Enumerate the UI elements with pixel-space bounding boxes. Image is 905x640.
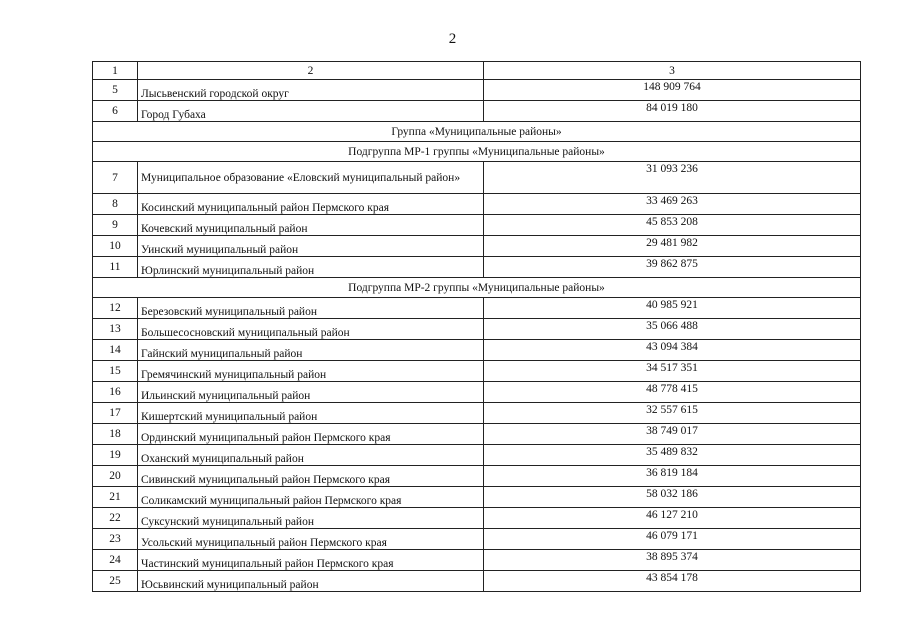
table-row: [93, 487, 861, 508]
row-number: 6: [93, 101, 138, 122]
row-value: 58 032 186: [484, 487, 861, 508]
row-name: Юсьвинский муниципальный район: [138, 571, 484, 592]
row-name: Город Губаха: [138, 101, 484, 122]
table-row: [93, 215, 861, 236]
row-name: Лысьвенский городской округ: [138, 80, 484, 101]
row-value: 32 557 615: [484, 403, 861, 424]
row-name: Сивинский муниципальный район Пермского края: [138, 466, 484, 487]
table-row: [93, 340, 861, 361]
row-value: 36 819 184: [484, 466, 861, 487]
table-row: [93, 80, 861, 101]
row-number: 19: [93, 445, 138, 466]
table-row: [93, 466, 861, 487]
table-row: [93, 382, 861, 403]
row-number: 16: [93, 382, 138, 403]
row-value: 31 093 236: [484, 162, 861, 194]
table-row: [93, 101, 861, 122]
group-title-row: [93, 122, 861, 142]
row-name: Оханский муниципальный район: [138, 445, 484, 466]
row-name: Косинский муниципальный район Пермского края: [138, 194, 484, 215]
row-value: 84 019 180: [484, 101, 861, 122]
row-name: Гремячинский муниципальный район: [138, 361, 484, 382]
row-name: Большесосновский муниципальный район: [138, 319, 484, 340]
page-number: 2: [448, 31, 457, 47]
row-number: 25: [93, 571, 138, 592]
row-number: 11: [93, 257, 138, 278]
row-name: Уинский муниципальный район: [138, 236, 484, 257]
column-header-2: 2: [138, 62, 484, 80]
row-number: 21: [93, 487, 138, 508]
row-value: 39 862 875: [484, 257, 861, 278]
group-title: Подгруппа МР-1 группы «Муниципальные районы»: [93, 142, 861, 162]
row-value: 43 094 384: [484, 340, 861, 361]
row-number: 22: [93, 508, 138, 529]
row-name: Муниципальное образование «Еловский муниципальный район»: [138, 162, 484, 194]
row-name: Суксунский муниципальный район: [138, 508, 484, 529]
row-value: 35 489 832: [484, 445, 861, 466]
group-title-row: [93, 278, 861, 298]
row-number: 7: [93, 162, 138, 194]
table-row: [93, 424, 861, 445]
row-number: 15: [93, 361, 138, 382]
table-row: [93, 298, 861, 319]
row-number: 10: [93, 236, 138, 257]
row-number: 24: [93, 550, 138, 571]
row-name: Ильинский муниципальный район: [138, 382, 484, 403]
table-row: [93, 508, 861, 529]
table-row: [93, 403, 861, 424]
row-value: 38 749 017: [484, 424, 861, 445]
row-number: 20: [93, 466, 138, 487]
table-header-row: [93, 62, 861, 80]
row-value: 40 985 921: [484, 298, 861, 319]
row-number: 9: [93, 215, 138, 236]
row-value: 148 909 764: [484, 80, 861, 101]
row-number: 13: [93, 319, 138, 340]
row-value: 38 895 374: [484, 550, 861, 571]
row-name: Березовский муниципальный район: [138, 298, 484, 319]
table-row: [93, 550, 861, 571]
row-number: 18: [93, 424, 138, 445]
row-value: 46 127 210: [484, 508, 861, 529]
table-body: [93, 62, 861, 592]
row-number: 23: [93, 529, 138, 550]
table-row: [93, 319, 861, 340]
row-name: Усольский муниципальный район Пермского края: [138, 529, 484, 550]
row-number: 12: [93, 298, 138, 319]
column-header-3: 3: [484, 62, 861, 80]
table-row: [93, 361, 861, 382]
row-value: 45 853 208: [484, 215, 861, 236]
table-row: [93, 236, 861, 257]
row-value: 35 066 488: [484, 319, 861, 340]
row-number: 8: [93, 194, 138, 215]
row-name: Кишертский муниципальный район: [138, 403, 484, 424]
table-row: [93, 529, 861, 550]
row-number: 14: [93, 340, 138, 361]
group-title: Подгруппа МР-2 группы «Муниципальные районы»: [93, 278, 861, 298]
row-value: 48 778 415: [484, 382, 861, 403]
table-row: [93, 257, 861, 278]
row-value: 46 079 171: [484, 529, 861, 550]
row-name: Гайнский муниципальный район: [138, 340, 484, 361]
row-name: Кочевский муниципальный район: [138, 215, 484, 236]
column-header-1: 1: [93, 62, 138, 80]
row-number: 17: [93, 403, 138, 424]
table-row: [93, 194, 861, 215]
row-name: Юрлинский муниципальный район: [138, 257, 484, 278]
budget-table: [92, 61, 861, 592]
row-value: 29 481 982: [484, 236, 861, 257]
row-name: Соликамский муниципальный район Пермского края: [138, 487, 484, 508]
row-value: 34 517 351: [484, 361, 861, 382]
row-value: 33 469 263: [484, 194, 861, 215]
row-name: Ординский муниципальный район Пермского края: [138, 424, 484, 445]
group-title: Группа «Муниципальные районы»: [93, 122, 861, 142]
table-row: [93, 445, 861, 466]
group-title-row: [93, 142, 861, 162]
row-value: 43 854 178: [484, 571, 861, 592]
row-name: Частинский муниципальный район Пермского края: [138, 550, 484, 571]
table-row: [93, 162, 861, 194]
table-row: [93, 571, 861, 592]
row-number: 5: [93, 80, 138, 101]
